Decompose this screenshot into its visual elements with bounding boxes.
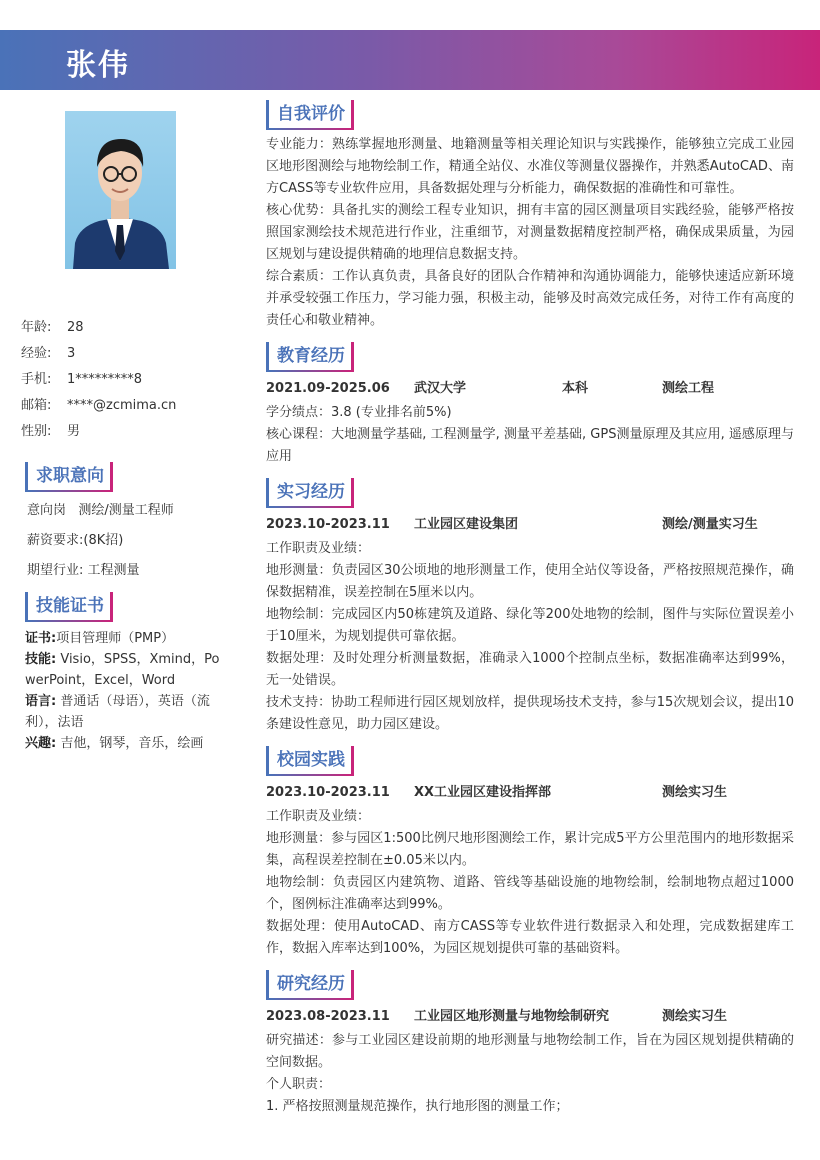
research-line: 1. 严格按照测量规范操作，执行地形图的测量工作；	[266, 1099, 569, 1114]
internship-line: 地物绘制：完成园区内50栋建筑及道路、绿化等200处地物的绘制，图件与实际位置误差小于10厘米，为规划提供可靠依据。	[266, 607, 794, 644]
left-column	[21, 318, 221, 754]
info-value: 28	[67, 320, 84, 335]
self-eval-heading: 自我评价	[266, 100, 354, 130]
internship-company: 工业园区建设集团	[414, 517, 519, 532]
info-value: 1*********8	[67, 372, 143, 387]
campus-period: 2023.10-2023.11	[266, 785, 390, 800]
skill-value: Visio，SPSS，Xmind，PowerPoint，Excel，Word	[25, 652, 220, 688]
skill-hobby	[25, 733, 221, 754]
campus-line: 数据处理：使用AutoCAD、南方CASS等专业软件进行数据录入和处理，完成数据建库工作，数据入库率达到100%，为园区规划提供可靠的基础资料。	[266, 919, 794, 956]
info-label: 性别:	[21, 424, 52, 439]
campus-line: 地物绘制：负责园区内建筑物、道路、管线等基础设施的地物绘制，绘制地物点超过1000个，图例标注准确率达到99%。	[266, 875, 794, 912]
research-line: 个人职责：	[266, 1077, 332, 1092]
research-section	[266, 970, 794, 1118]
internship-line: 地形测量：负责园区30公顷地的地形测量工作，使用全站仪等设备，严格按照规范操作，确保数据精准，误差控制在5厘米以内。	[266, 563, 794, 600]
right-column	[266, 100, 794, 1128]
lang-value: 普通话（母语），英语（流利），法语	[25, 694, 210, 730]
internship-line: 数据处理：及时处理分析测量数据，准确录入1000个控制点坐标，数据准确率达到99%，无一处错误。	[266, 651, 794, 688]
intent-position: 意向岗 测绘/测量工程师	[27, 503, 174, 518]
education-header-row	[266, 376, 794, 402]
self-eval-paragraph: 综合素质：工作认真负责，具备良好的团队合作精神和沟通协调能力，能够快速适应新环境并承受较强工作压力，学习能力强，积极主动，能够及时高效完成任务，对待工作有高度的责任心和敬业精神。	[266, 269, 794, 328]
profile-photo	[65, 111, 176, 269]
campus-line: 地形测量：参与园区1:500比例尺地形图测绘工作，累计完成5平方公里范围内的地形数据采集，高程误差控制在±0.05米以内。	[266, 831, 794, 868]
info-label: 邮箱:	[21, 398, 52, 413]
internship-role: 测绘/测量实习生	[662, 517, 758, 532]
internship-line: 工作职责及业绩：	[266, 541, 371, 556]
hobby-value: 吉他，钢琴，音乐，绘画	[56, 736, 204, 751]
skills-block	[21, 628, 221, 754]
education-period: 2021.09-2025.06	[266, 381, 390, 396]
education-heading: 教育经历	[266, 342, 354, 372]
education-gpa: 学分绩点：3.8 (专业排名前5%)	[266, 405, 452, 420]
info-experience	[21, 344, 221, 370]
skill-tools	[25, 649, 221, 691]
campus-heading: 校园实践	[266, 746, 354, 776]
research-line: 研究描述：参与工业园区建设前期的地形测量与地物绘制工作，旨在为园区规划提供精确的空间数据。	[266, 1033, 794, 1070]
skill-language	[25, 691, 221, 733]
self-eval-section	[266, 100, 794, 332]
info-label: 年龄:	[21, 320, 52, 335]
campus-header-row	[266, 780, 794, 806]
info-email	[21, 396, 221, 422]
skills-heading: 技能证书	[25, 592, 113, 622]
candidate-name: 张伟	[66, 48, 130, 83]
education-major: 测绘工程	[662, 381, 715, 396]
research-header-row	[266, 1004, 794, 1030]
job-intent-block	[21, 500, 221, 590]
campus-section	[266, 746, 794, 960]
intent-salary: 薪资要求:(8K招)	[27, 533, 124, 548]
education-degree: 本科	[562, 381, 589, 396]
info-label: 手机:	[21, 372, 52, 387]
self-eval-paragraph: 专业能力：熟练掌握地形测量、地籍测量等相关理论知识与实践操作，能够独立完成工业园区地形图测绘与地物绘制工作，精通全站仪、水准仪等测量仪器操作，并熟悉AutoCAD、南方CASS等专业软件应用，具备数据处理与分析能力，确保数据的准确性和可靠性。	[266, 137, 794, 196]
intent-industry: 期望行业: 工程测量	[27, 563, 140, 578]
info-value: 男	[67, 424, 81, 439]
research-heading: 研究经历	[266, 970, 354, 1000]
skill-label: 技能:	[25, 652, 57, 667]
internship-line: 技术支持：协助工程师进行园区规划放样，提供现场技术支持，参与15次规划会议，提出10条建设性意见，助力园区建设。	[266, 695, 794, 732]
info-value: 3	[67, 346, 76, 361]
lang-label: 语言:	[25, 694, 57, 709]
skill-cert	[25, 628, 221, 649]
campus-org: XX工业园区建设指挥部	[414, 785, 552, 800]
info-age	[21, 318, 221, 344]
campus-line: 工作职责及业绩：	[266, 809, 371, 824]
education-courses: 核心课程：大地测量学基础, 工程测量学, 测量平差基础, GPS测量原理及其应用, 遥感原理与应用	[266, 427, 794, 464]
hobby-label: 兴趣:	[25, 736, 57, 751]
internship-period: 2023.10-2023.11	[266, 517, 390, 532]
info-label: 经验:	[21, 346, 52, 361]
portrait-illustration	[65, 111, 176, 269]
job-intent-heading: 求职意向	[25, 462, 113, 492]
research-project: 工业园区地形测量与地物绘制研究	[414, 1009, 610, 1024]
internship-section	[266, 478, 794, 736]
cert-label: 证书:	[25, 631, 57, 646]
education-section	[266, 342, 794, 468]
education-school: 武汉大学	[414, 381, 467, 396]
cert-value: 项目管理师（PMP）	[56, 631, 175, 646]
header-bar	[0, 30, 820, 90]
info-gender	[21, 422, 221, 448]
info-value: ****@zcmima.cn	[67, 398, 177, 413]
info-phone	[21, 370, 221, 396]
internship-header-row	[266, 512, 794, 538]
research-role: 测绘实习生	[662, 1009, 728, 1024]
campus-role: 测绘实习生	[662, 785, 728, 800]
research-period: 2023.08-2023.11	[266, 1009, 390, 1024]
internship-heading: 实习经历	[266, 478, 354, 508]
self-eval-paragraph: 核心优势：具备扎实的测绘工程专业知识，拥有丰富的园区测量项目实践经验，能够严格按照国家测绘技术规范进行作业，注重细节，对测量数据精度控制严格，确保成果质量，为园区规划与建设提供精确的地理信息数据支持。	[266, 203, 794, 262]
